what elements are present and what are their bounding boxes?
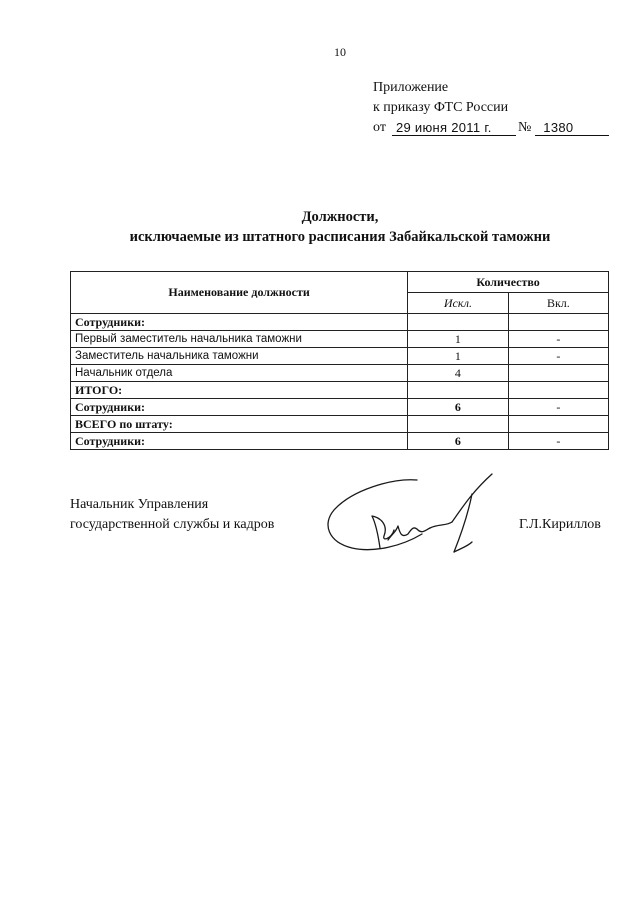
signer-position-line-1: Начальник Управления xyxy=(70,497,209,512)
table-row xyxy=(71,416,609,433)
cell-position-name: Начальник отдела xyxy=(71,365,408,382)
table-row xyxy=(71,399,609,416)
cell-excluded: 1 xyxy=(408,331,509,348)
signer-position-line-2: государственной службы и кадров xyxy=(70,517,275,532)
header-quantity: Количество xyxy=(408,272,609,293)
table-row xyxy=(71,365,609,382)
cell-position-name: Сотрудники: xyxy=(71,314,408,331)
header-included: Вкл. xyxy=(508,293,608,314)
table-body xyxy=(71,314,609,450)
document-title xyxy=(60,207,620,247)
number-label: № xyxy=(517,120,532,135)
page-number: 10 xyxy=(334,45,346,59)
table-header-row xyxy=(71,272,609,293)
header-excluded: Искл. xyxy=(408,293,509,314)
cell-included: - xyxy=(508,399,608,416)
title-line-1: Должности, xyxy=(301,209,379,225)
cell-position-name: ИТОГО: xyxy=(71,382,408,399)
cell-included xyxy=(508,416,608,433)
cell-position-name: Сотрудники: xyxy=(71,399,408,416)
cell-excluded: 1 xyxy=(408,348,509,365)
cell-included: - xyxy=(508,331,608,348)
cell-position-name: Заместитель начальника таможни xyxy=(71,348,408,365)
cell-included: - xyxy=(508,433,608,450)
cell-included xyxy=(508,365,608,382)
cell-position-name: ВСЕГО по штату: xyxy=(71,416,408,433)
signer-name: Г.Л.Кириллов xyxy=(519,517,601,532)
appendix-heading: Приложение xyxy=(373,80,449,95)
appendix-date-line xyxy=(373,120,609,136)
cell-position-name: Сотрудники: xyxy=(71,433,408,450)
cell-excluded xyxy=(408,314,509,331)
handwritten-signature xyxy=(322,468,512,558)
table-row xyxy=(71,382,609,399)
order-date: 29 июня 2011 г. xyxy=(392,120,516,136)
table-row xyxy=(71,331,609,348)
table-row xyxy=(71,433,609,450)
table-row xyxy=(71,348,609,365)
cell-excluded xyxy=(408,416,509,433)
cell-included xyxy=(508,314,608,331)
title-line-2: исключаемые из штатного расписания Забайкальской таможни xyxy=(129,229,551,245)
cell-excluded: 6 xyxy=(408,433,509,450)
from-label: от xyxy=(373,120,386,135)
table-row xyxy=(71,314,609,331)
cell-included: - xyxy=(508,348,608,365)
header-position-name: Наименование должности xyxy=(71,272,408,314)
cell-position-name: Первый заместитель начальника таможни xyxy=(71,331,408,348)
cell-excluded: 6 xyxy=(408,399,509,416)
cell-excluded: 4 xyxy=(408,365,509,382)
order-number: 1380 xyxy=(535,120,609,136)
cell-excluded xyxy=(408,382,509,399)
appendix-order-ref: к приказу ФТС России xyxy=(373,100,509,115)
cell-included xyxy=(508,382,608,399)
positions-table xyxy=(70,271,609,450)
